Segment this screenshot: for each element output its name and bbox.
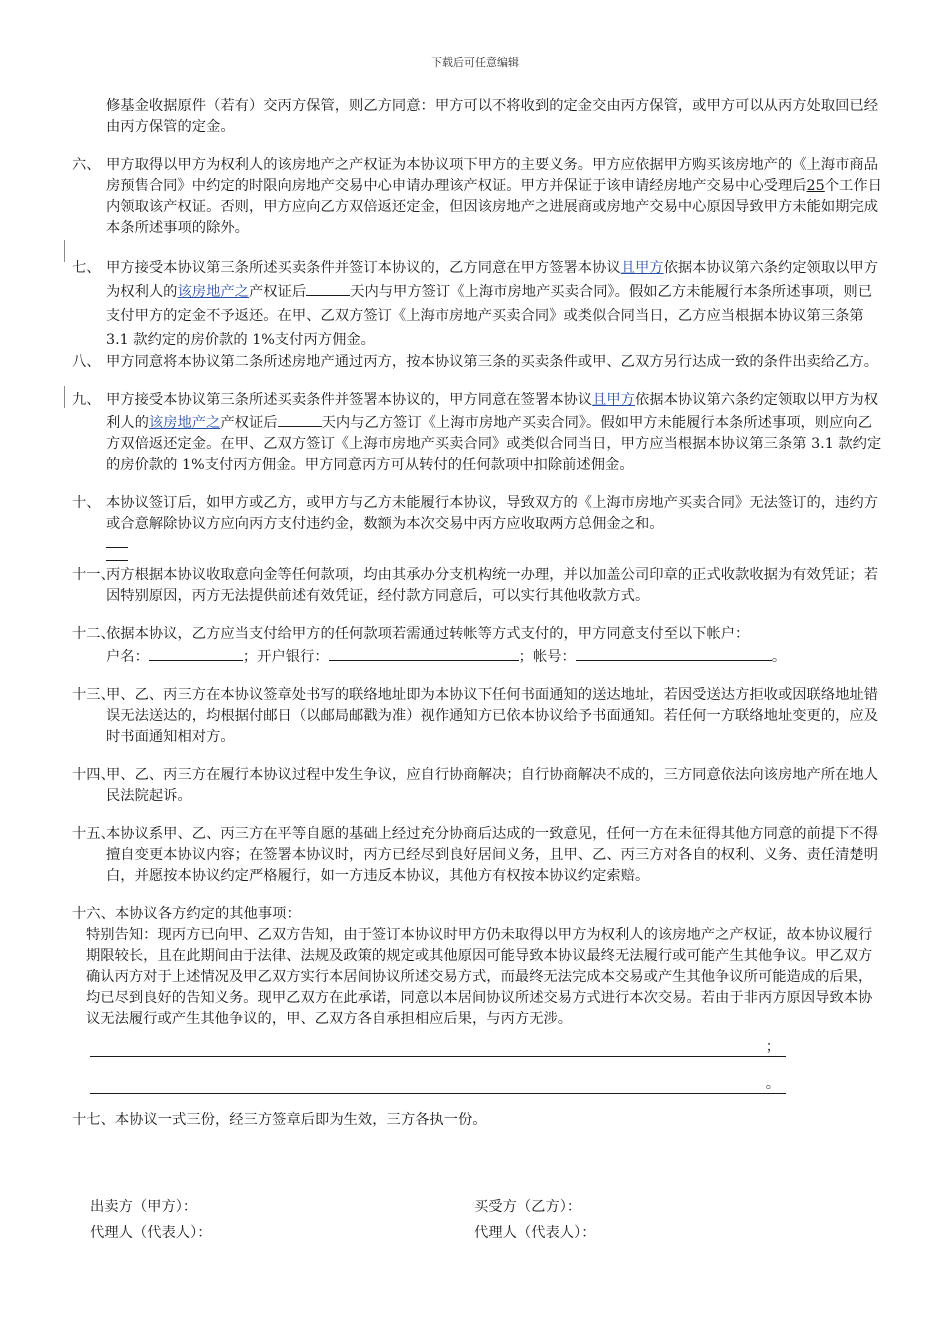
- inserted-text-link[interactable]: 且甲方: [620, 260, 664, 276]
- clause-number: 七、: [72, 260, 101, 276]
- clause-text-part: 依据本协议第六条约定领取以甲方为权利人的: [106, 392, 879, 431]
- clause-text-part: 甲方取得以甲方为权利人的该房地产之产权证为本协议项下甲方的主要义务。甲方应依据甲方购买该房地产的《上海市商品房预售合同》中约定的时限向房地产交易中心申请办理该产权证。甲方并保证于该申请经房地产交易中心受理后: [106, 157, 879, 194]
- intro-paragraph: 修基金收据原件（若有）交丙方保管，则乙方同意：甲方可以不将收到的定金交由丙方保管，或甲方可以从丙方处取回已经由丙方保管的定金。: [106, 98, 879, 135]
- blank-field: [306, 280, 350, 296]
- clause-text-part: 依据本协议第六条约定领取以甲方为权利人的: [106, 260, 879, 300]
- clause-11: [72, 565, 882, 607]
- revision-bar: [64, 386, 65, 408]
- clause-text-part: 产权证后: [220, 415, 278, 431]
- clause-number: 十三、: [72, 687, 115, 703]
- clause-text: 丙方根据本协议收取意向金等任何款项，均由其承办分支机构统一办理，并以加盖公司印章的正式收款收据为有效凭证；若因特别原因，丙方无法提供前述有效凭证，经付款方同意后，可以实行其他收款方式。: [106, 567, 879, 604]
- clause-8: [72, 352, 882, 373]
- clause-text: 本协议各方约定的其他事项：: [114, 906, 301, 922]
- clause-number: 十五、: [72, 826, 115, 842]
- clause-text-part: 个工作日内领取该产权证。否则，甲方应向乙方双倍返还定金，但因该房地产之进展商或房地产交易中心原因导致甲方未能如期完成本条所述事项的除外。: [106, 178, 882, 236]
- clause-number: 十四、: [72, 767, 115, 783]
- revision-bar: [64, 240, 65, 262]
- seller-signature-label: 出卖方（甲方）：: [90, 1199, 198, 1215]
- clause-6: [72, 155, 882, 239]
- clause-text: [106, 624, 882, 668]
- page-header: 下载后可任意编辑: [431, 56, 519, 69]
- special-notice: 特别告知：现丙方已向甲、乙双方告知，由于签订本协议时甲方仍未取得以甲方为权利人的该房地产之产权证，故本协议履行期限较长，且在此期间由于法律、法规及政策的规定或其他原因可能导致本协议最终无法履行或可能产生其他争议。甲乙双方确认丙方对于上述情况及甲乙双方实行本居间协议所述交易方式，而最终无法完成本交易或产生其他争议所可能造成的后果，均已尽到良好的告知义务。现甲乙双方在此承诺，同意以本居间协议所述交易方式进行本次交易。若由于非丙方原因导致本协议无法履行或产生其他争议的，甲、乙双方各自承担相应后果，与丙方无涉。: [86, 927, 873, 1027]
- line-end-mark: ；: [765, 1039, 780, 1055]
- clause-text: [106, 390, 882, 476]
- clause-text-part: 甲方接受本协议第三条所述买卖条件并签署本协议的，甲方同意在签署本协议: [106, 392, 593, 408]
- clause-text-part: 产权证后: [248, 284, 307, 300]
- clause-16: [72, 904, 882, 1094]
- inserted-text-link[interactable]: 该房地产之: [148, 415, 221, 431]
- other-terms-line[interactable]: [90, 1030, 786, 1057]
- clause-number: 九、: [72, 392, 101, 408]
- clause-text-part: 甲方接受本协议第三条所述买卖条件并签订本协议的，乙方同意在甲方签署本协议: [106, 260, 621, 276]
- clause-number: 十二、: [72, 626, 115, 642]
- other-terms-line[interactable]: [90, 1067, 786, 1094]
- signature-row: [90, 1197, 790, 1223]
- buyer-agent-label: 代理人（代表人）：: [474, 1225, 596, 1241]
- days-value: 25: [806, 178, 825, 194]
- clause-number: 十六、: [72, 906, 115, 922]
- inserted-text-link[interactable]: 且甲方: [592, 392, 635, 408]
- clause-number: 十一、: [72, 567, 115, 583]
- clause-text: 本协议签订后，如甲方或乙方，或甲方与乙方未能履行本协议，导致双方的《上海市房地产买卖合同》无法签订的，违约方或合意解除协议方应向丙方支付违约金，数额为本次交易中丙方应收取两方总佣金之和。: [106, 495, 879, 532]
- clause-text-part: 。: [771, 649, 787, 665]
- clause-text: 本协议系甲、乙、丙三方在平等自愿的基础上经过充分协商后达成的一致意见，任何一方在未征得其他方同意的前提下不得擅自变更本协议内容；在签署本协议时，丙方已经尽到良好居间义务，且甲、乙、丙三方对各自的权利、义务、责任清楚明白，并愿按本协议约定严格履行，如一方违反本协议，其他方有权按本协议约定索赔。: [106, 826, 879, 884]
- blank-line: [106, 535, 128, 548]
- blank-field: [278, 411, 322, 427]
- signature-row: [90, 1223, 790, 1249]
- clause-text: 本协议一式三份，经三方签章后即为生效，三方各执一份。: [114, 1112, 487, 1128]
- blank-line: [106, 548, 128, 561]
- clause-text: 甲方同意将本协议第二条所述房地产通过丙方，按本协议第三条的买卖条件或甲、乙双方另行达成一致的条件出卖给乙方。: [106, 354, 879, 370]
- clause-17: [72, 1110, 882, 1131]
- bank-field[interactable]: [329, 645, 519, 661]
- seller-agent-label: 代理人（代表人）：: [90, 1225, 212, 1241]
- clause-number: 十、: [72, 495, 101, 511]
- account-number-field[interactable]: [576, 645, 772, 661]
- inserted-text-link[interactable]: 该房地产之: [177, 284, 249, 300]
- clause-text: [106, 256, 882, 352]
- clause-9: [72, 390, 882, 476]
- clause-text: 甲、乙、丙三方在履行本协议过程中发生争议，应自行协商解决；自行协商解决不成的，三方同意依法向该房地产所在地人民法院起诉。: [106, 767, 879, 804]
- clause-7: [72, 256, 882, 352]
- bank-label: ；开户银行：: [242, 649, 329, 665]
- clause-text: [106, 155, 882, 239]
- clause-number: 八、: [72, 354, 101, 370]
- clause-text-part: 天内与甲方签订《上海市房地产买卖合同》。假如乙方未能履行本条所述事项，则已支付甲方的定金不予返还。在甲、乙双方签订《上海市房地产买卖合同》或类似合同当日，乙方应当根据本协议第三条第 3.1 款约定的房价款的 1%支付丙方佣金。: [106, 284, 872, 348]
- clause-13: [72, 685, 882, 748]
- clause-text-part: 依据本协议，乙方应当支付给甲方的任何款项若需通过转帐等方式支付的，甲方同意支付至以下帐户：: [106, 626, 750, 642]
- document-body: [72, 96, 882, 1131]
- clause-14: [72, 765, 882, 807]
- account-name-label: 户名：: [106, 649, 149, 665]
- clause-text-part: 天内与乙方签订《上海市房地产买卖合同》。假如甲方未能履行本条所述事项，则应向乙方双倍返还定金。在甲、乙双方签订《上海市房地产买卖合同》或类似合同当日，甲方应当根据本协议第三条第 3.1 款约定的房价款的 1%支付丙方佣金。甲方同意丙方可从转付的任何款项中扣除前述佣金。: [106, 415, 882, 473]
- clause-number: 六、: [72, 157, 101, 173]
- account-name-field[interactable]: [149, 645, 243, 661]
- signature-block: [90, 1197, 790, 1249]
- line-end-mark: 。: [765, 1076, 780, 1092]
- clause-15: [72, 824, 882, 887]
- clause-12: [72, 624, 882, 668]
- account-number-label: ；帐号：: [518, 649, 576, 665]
- buyer-signature-label: 买受方（乙方）：: [474, 1199, 582, 1215]
- clause-number: 十七、: [72, 1112, 115, 1128]
- account-line: [106, 645, 882, 668]
- clause-10: [72, 493, 882, 535]
- clause-text: 甲、乙、丙三方在本协议签章处书写的联络地址即为本协议下任何书面通知的送达地址，若因受送达方拒收或因联络地址错误无法送达的，均根据付邮日（以邮局邮戳为准）视作通知方已依本协议给予书面通知。若任何一方联络地址变更的，应及时书面通知相对方。: [106, 687, 879, 745]
- clause-16-title: [72, 904, 882, 925]
